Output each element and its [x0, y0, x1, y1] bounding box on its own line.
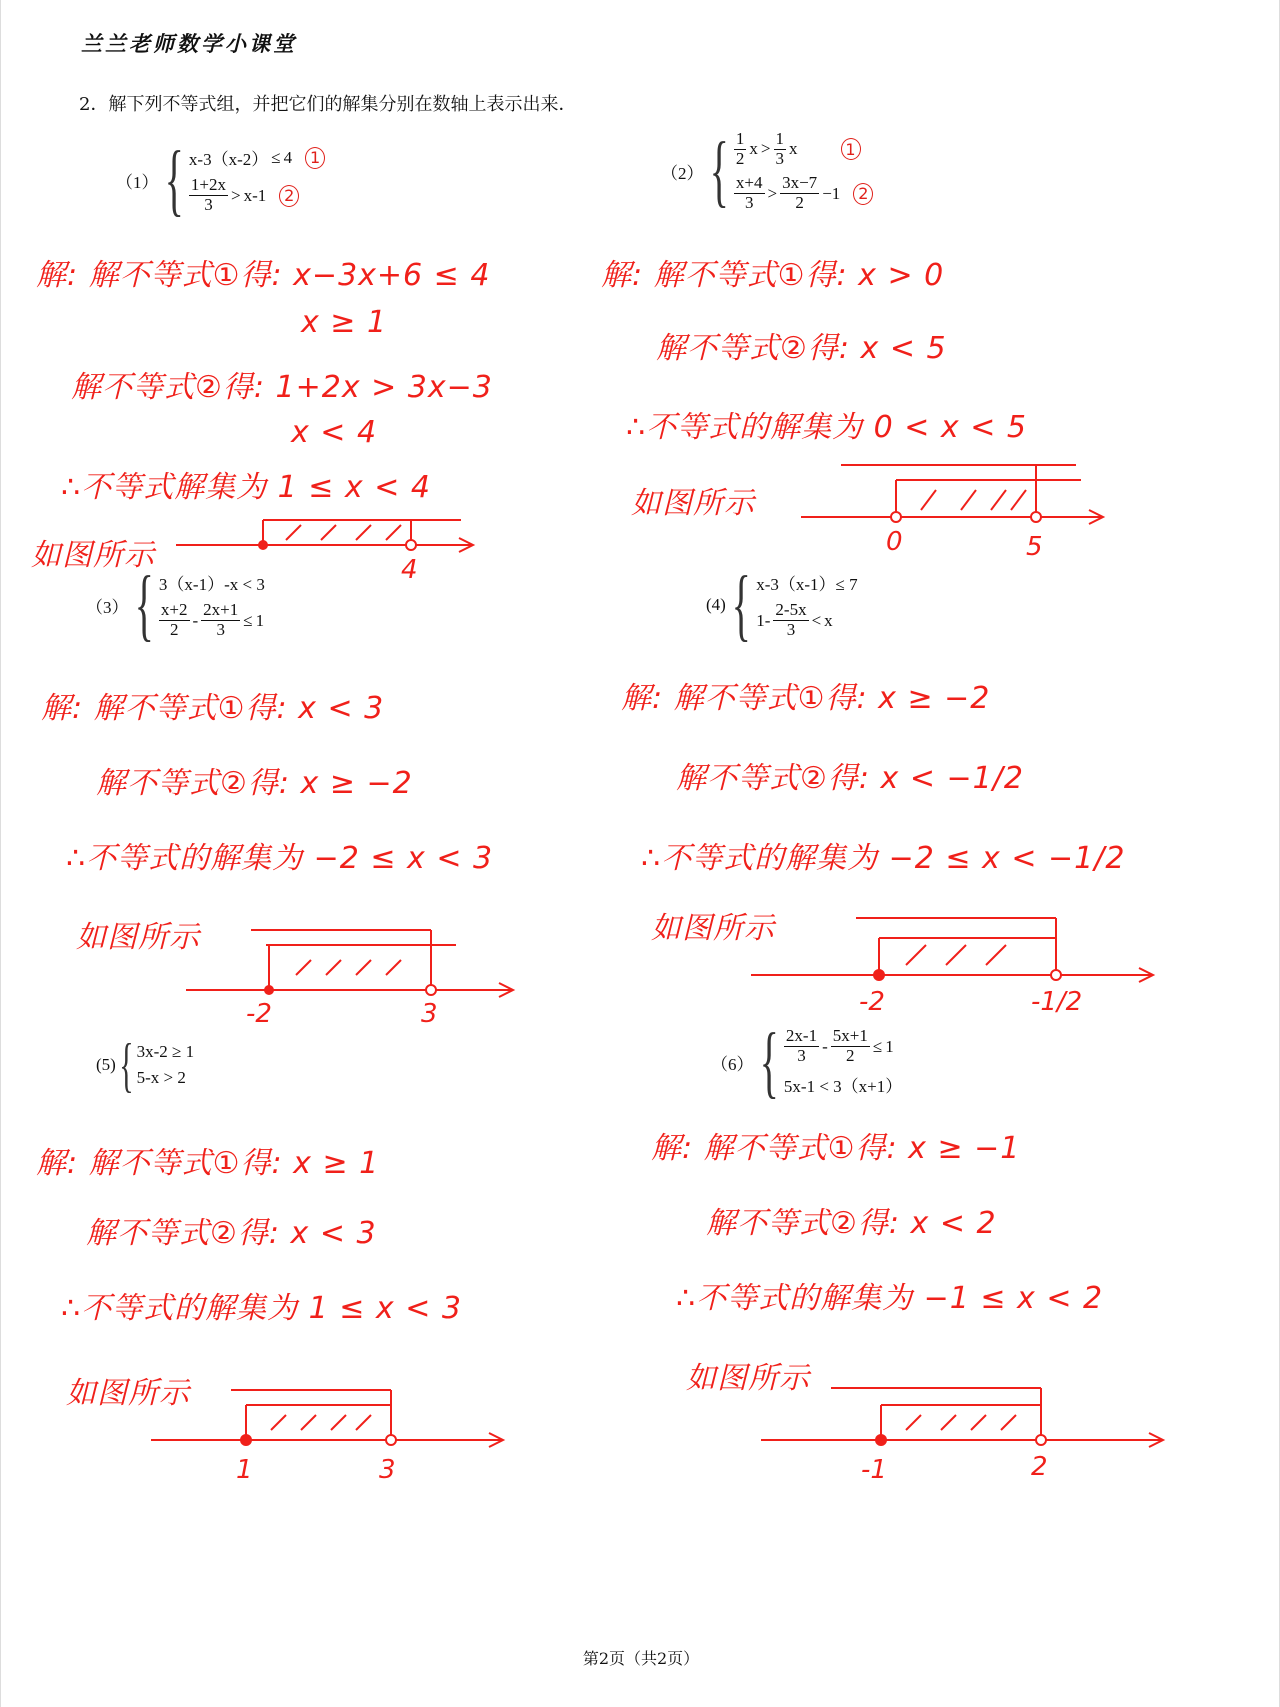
step: 解不等式②得: x < 3	[86, 1216, 377, 1251]
brace: {	[709, 127, 729, 216]
step: 解不等式②得: x < 5	[656, 331, 947, 366]
var: x	[749, 139, 758, 159]
tick-label: 3	[379, 1455, 396, 1485]
numerator: 2x+1	[203, 600, 239, 620]
lhs: 1-	[756, 610, 771, 630]
step: 解: 解不等式①得: x ≥ −1	[651, 1131, 1021, 1166]
numerator: 2x-1	[785, 1026, 818, 1046]
step: ∴不等式解集为 1 ≤ x < 4	[61, 470, 431, 505]
numerator: 2-5x	[775, 600, 807, 620]
brace: {	[164, 136, 184, 224]
step: 解不等式②得: x ≥ −2	[96, 766, 413, 801]
op: ≤	[271, 147, 281, 167]
inequality: 3x-2 ≥ 1	[136, 1042, 195, 1061]
numerator: 1	[735, 129, 745, 148]
numerator: 3x−7	[782, 173, 818, 193]
tick-label: 5	[1026, 532, 1043, 562]
inequality: 5-x > 2	[136, 1068, 186, 1087]
step: ∴不等式的解集为 −2 ≤ x < 3	[66, 841, 494, 876]
rhs: x	[824, 610, 833, 630]
problem-label: （2）	[661, 163, 704, 183]
denominator: 3	[744, 193, 754, 213]
numerator: x+2	[160, 600, 188, 620]
open-endpoint	[406, 540, 416, 550]
tail: −1	[822, 183, 841, 203]
step: 解不等式②得: x < −1/2	[676, 761, 1024, 796]
tick-label: 0	[886, 527, 903, 557]
denominator: 2	[846, 1046, 855, 1065]
step: ∴不等式的解集为 1 ≤ x < 3	[61, 1291, 462, 1326]
problem-label: （3）	[86, 597, 129, 617]
tick-label: 3	[421, 999, 438, 1029]
step: 如图所示	[31, 538, 155, 573]
step: ∴不等式的解集为 −1 ≤ x < 2	[676, 1281, 1104, 1316]
step: ∴不等式的解集为 0 < x < 5	[626, 410, 1027, 445]
tick-label: 4	[401, 555, 418, 585]
system-3	[86, 561, 265, 649]
op: -	[192, 610, 199, 630]
problem-label: （1）	[116, 172, 159, 192]
step: 解不等式②得: 1+2x > 3x−3	[71, 370, 493, 405]
numerator: 1+2x	[190, 175, 226, 195]
problem-label: （6）	[711, 1054, 754, 1074]
tick-label: -2	[246, 999, 272, 1029]
brace: {	[134, 561, 154, 649]
tick-label: -1/2	[1031, 987, 1083, 1017]
brace: {	[759, 1018, 779, 1106]
system-6	[711, 1018, 903, 1106]
rhs: 1	[255, 610, 265, 630]
system-4	[706, 561, 858, 649]
step: 如图所示	[76, 920, 200, 955]
numerator: x+4	[735, 173, 763, 193]
header-title: 兰兰老师数学小课堂	[81, 31, 297, 56]
circled-mark: 2	[853, 183, 873, 205]
step: 如图所示	[686, 1361, 810, 1396]
step: 如图所示	[631, 486, 755, 521]
system-5	[96, 1032, 195, 1098]
problem-label: (5)	[96, 1055, 116, 1074]
op: ≤	[872, 1036, 883, 1056]
problem-label: (4)	[706, 595, 726, 614]
rhs: x-1	[243, 185, 267, 205]
circled-mark: 1	[305, 147, 325, 169]
system-1	[116, 136, 325, 224]
closed-endpoint	[258, 540, 268, 550]
rhs: 4	[283, 147, 293, 167]
denominator: 2	[795, 193, 804, 213]
inequality: 3（x-1）-x < 3	[158, 575, 265, 595]
brace: {	[119, 1032, 134, 1098]
step: 解: 解不等式①得: x < 3	[41, 691, 385, 726]
brace: {	[731, 561, 751, 649]
step: x < 4	[291, 415, 378, 450]
denominator: 2	[169, 620, 179, 639]
lhs: x-3（x-2）	[188, 150, 269, 170]
question-text: 2．解下列不等式组，并把它们的解集分别在数轴上表示出来．	[79, 94, 577, 115]
op: ≤	[243, 610, 253, 630]
op: >	[231, 185, 241, 205]
var: x	[789, 139, 798, 159]
denominator: 3	[204, 195, 213, 214]
step: 解: 解不等式①得: x > 0	[601, 258, 945, 293]
op: -	[822, 1036, 828, 1056]
step: ∴不等式的解集为 −2 ≤ x < −1/2	[641, 841, 1126, 876]
numerator: 1	[775, 129, 784, 148]
op: >	[767, 183, 778, 203]
tick-label: 2	[1031, 1452, 1048, 1482]
step: 解不等式②得: x < 2	[706, 1206, 997, 1241]
tick-label: 1	[236, 1455, 253, 1485]
step: x ≥ 1	[301, 305, 388, 340]
denominator: 3	[786, 620, 796, 639]
inequality: 5x-1 < 3（x+1）	[783, 1076, 903, 1096]
hatching	[286, 525, 401, 540]
denominator: 3	[216, 620, 225, 639]
op: >	[760, 139, 771, 159]
denominator: 3	[797, 1046, 806, 1065]
denominator: 3	[775, 148, 784, 168]
step: 如图所示	[66, 1376, 190, 1411]
step: 解: 解不等式①得: x ≥ −2	[621, 681, 991, 716]
step: 如图所示	[651, 911, 775, 946]
page-footer: 第2页（共2页）	[582, 1649, 700, 1668]
op: <	[811, 610, 822, 630]
tick-label: -1	[861, 1455, 887, 1485]
denominator: 2	[735, 148, 745, 168]
inequality: x-3（x-1）≤ 7	[756, 575, 858, 595]
numerator: 5x+1	[832, 1026, 868, 1046]
step: 解: 解不等式①得: x−3x+6 ≤ 4	[36, 258, 491, 293]
rhs: 1	[885, 1036, 894, 1056]
tick-label: -2	[859, 987, 885, 1017]
system-2	[661, 127, 873, 216]
fraction	[189, 176, 228, 214]
circled-mark: 1	[841, 138, 861, 160]
circled-mark: 2	[279, 185, 299, 207]
step: 解: 解不等式①得: x ≥ 1	[36, 1146, 380, 1181]
